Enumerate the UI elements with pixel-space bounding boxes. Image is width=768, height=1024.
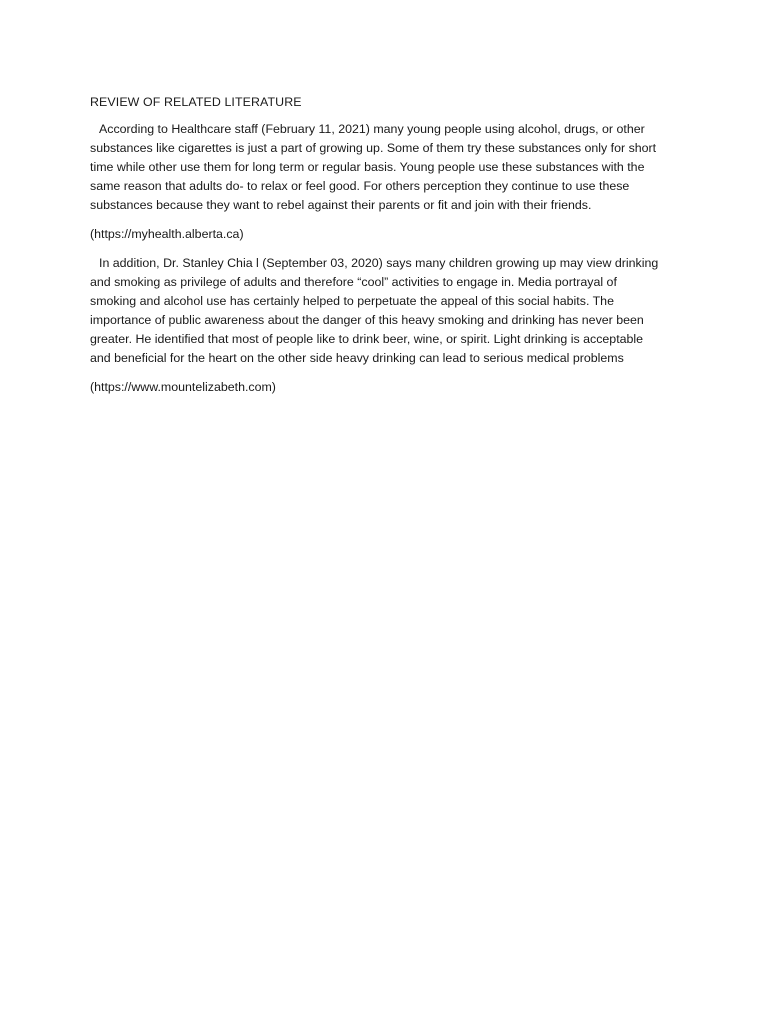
paragraph-1-line: substances because they want to rebel against their parents or fit and join with their friends. <box>90 198 592 212</box>
paragraph-2-line: smoking and alcohol use has certainly helped to perpetuate the appeal of this social habits. The <box>90 294 614 308</box>
paragraph-2-line: importance of public awareness about the danger of this heavy smoking and drinking has never been <box>90 313 644 327</box>
paragraph-1 <box>90 120 680 215</box>
paragraph-1-line: time while other use them for long term or regular basis. Young people use these substances with the <box>90 160 645 174</box>
paragraph-2-line: In addition, Dr. Stanley Chia l (September 03, 2020) says many children growing up may view drinking <box>99 256 659 270</box>
paragraph-1-line: same reason that adults do- to relax or feel good. For others perception they continue to use these <box>90 179 630 193</box>
paragraph-2-line: and beneficial for the heart on the other side heavy drinking can lead to serious medical problems <box>90 351 624 365</box>
paragraph-2 <box>90 254 680 368</box>
document-page <box>90 93 680 397</box>
section-heading: REVIEW OF RELATED LITERATURE <box>90 95 302 109</box>
source-citation-1: (https://myhealth.alberta.ca) <box>90 227 244 241</box>
source-citation-2: (https://www.mountelizabeth.com) <box>90 380 276 394</box>
paragraph-1-line: substances like cigarettes is just a part of growing up. Some of them try these substances only for short <box>90 141 657 155</box>
paragraph-2-line: and smoking as privilege of adults and therefore “cool” activities to engage in. Media portrayal of <box>90 275 617 289</box>
paragraph-2-line: greater. He identified that most of people like to drink beer, wine, or spirit. Light drinking is acceptable <box>90 332 644 346</box>
paragraph-1-line: According to Healthcare staff (February 11, 2021) many young people using alcohol, drugs, or other <box>99 122 645 136</box>
